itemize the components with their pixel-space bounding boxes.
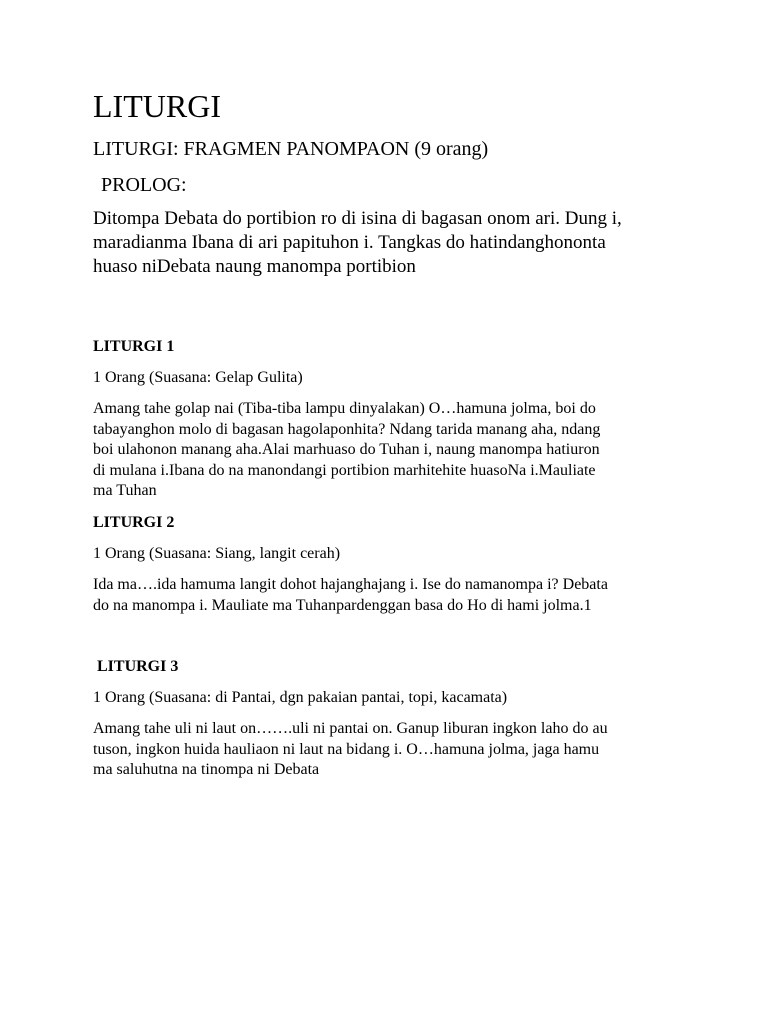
body-line: di mulana i.Ibana do na manondangi portibion marhitehite huasoNa i.Mauliate	[93, 461, 596, 479]
document-title: LITURGI	[93, 88, 221, 124]
body-line: ma saluhutna na tinompa ni Debata	[93, 761, 320, 778]
section-scene-liturgi-1: 1 Orang (Suasana: Gelap Gulita)	[93, 369, 303, 386]
section-heading-liturgi-1: LITURGI 1	[93, 338, 175, 355]
body-line: Amang tahe golap nai (Tiba-tiba lampu dinyalakan) O…hamuna jolma, boi do	[93, 400, 596, 417]
prolog-paragraph	[93, 207, 713, 279]
section-body-liturgi-2	[93, 575, 693, 616]
body-line: tuson, ingkon huida hauliaon ni laut na bidang i. O…hamuna jolma, jaga hamu	[93, 740, 600, 758]
body-line: Ida ma….ida hamuma langit dohot hajanghajang i. Ise do namanompa i? Debata	[93, 576, 608, 593]
prolog-line: Ditompa Debata do portibion ro di isina di bagasan onom ari. Dung i,	[93, 208, 622, 229]
prolog-heading: PROLOG:	[101, 174, 187, 196]
body-line: ma Tuhan	[93, 482, 157, 499]
body-line: boi ulahonon manang aha.Alai marhuaso do Tuhan i, naung manompa hatiuron	[93, 441, 600, 458]
prolog-line: maradianma Ibana di ari papituhon i. Tangkas do hatindanghononta	[93, 232, 606, 253]
document-subtitle: LITURGI: FRAGMEN PANOMPAON (9 orang)	[93, 138, 489, 160]
section-body-liturgi-3	[93, 719, 693, 781]
section-body-liturgi-1	[93, 399, 693, 502]
section-scene-liturgi-2: 1 Orang (Suasana: Siang, langit cerah)	[93, 545, 341, 562]
body-line: tabayanghon molo di bagasan hagolaponhita? Ndang tarida manang aha, ndang	[93, 420, 601, 438]
section-heading-liturgi-3: LITURGI 3	[97, 658, 179, 675]
section-heading-liturgi-2: LITURGI 2	[93, 514, 175, 531]
section-scene-liturgi-3: 1 Orang (Suasana: di Pantai, dgn pakaian pantai, topi, kacamata)	[93, 689, 508, 706]
body-line: Amang tahe uli ni laut on…….uli ni pantai on. Ganup liburan ingkon laho do au	[93, 720, 608, 737]
body-line: do na manompa i. Mauliate ma Tuhanpardenggan basa do Ho di hami jolma.1	[93, 596, 592, 614]
prolog-line: huaso niDebata naung manompa portibion	[93, 256, 416, 277]
